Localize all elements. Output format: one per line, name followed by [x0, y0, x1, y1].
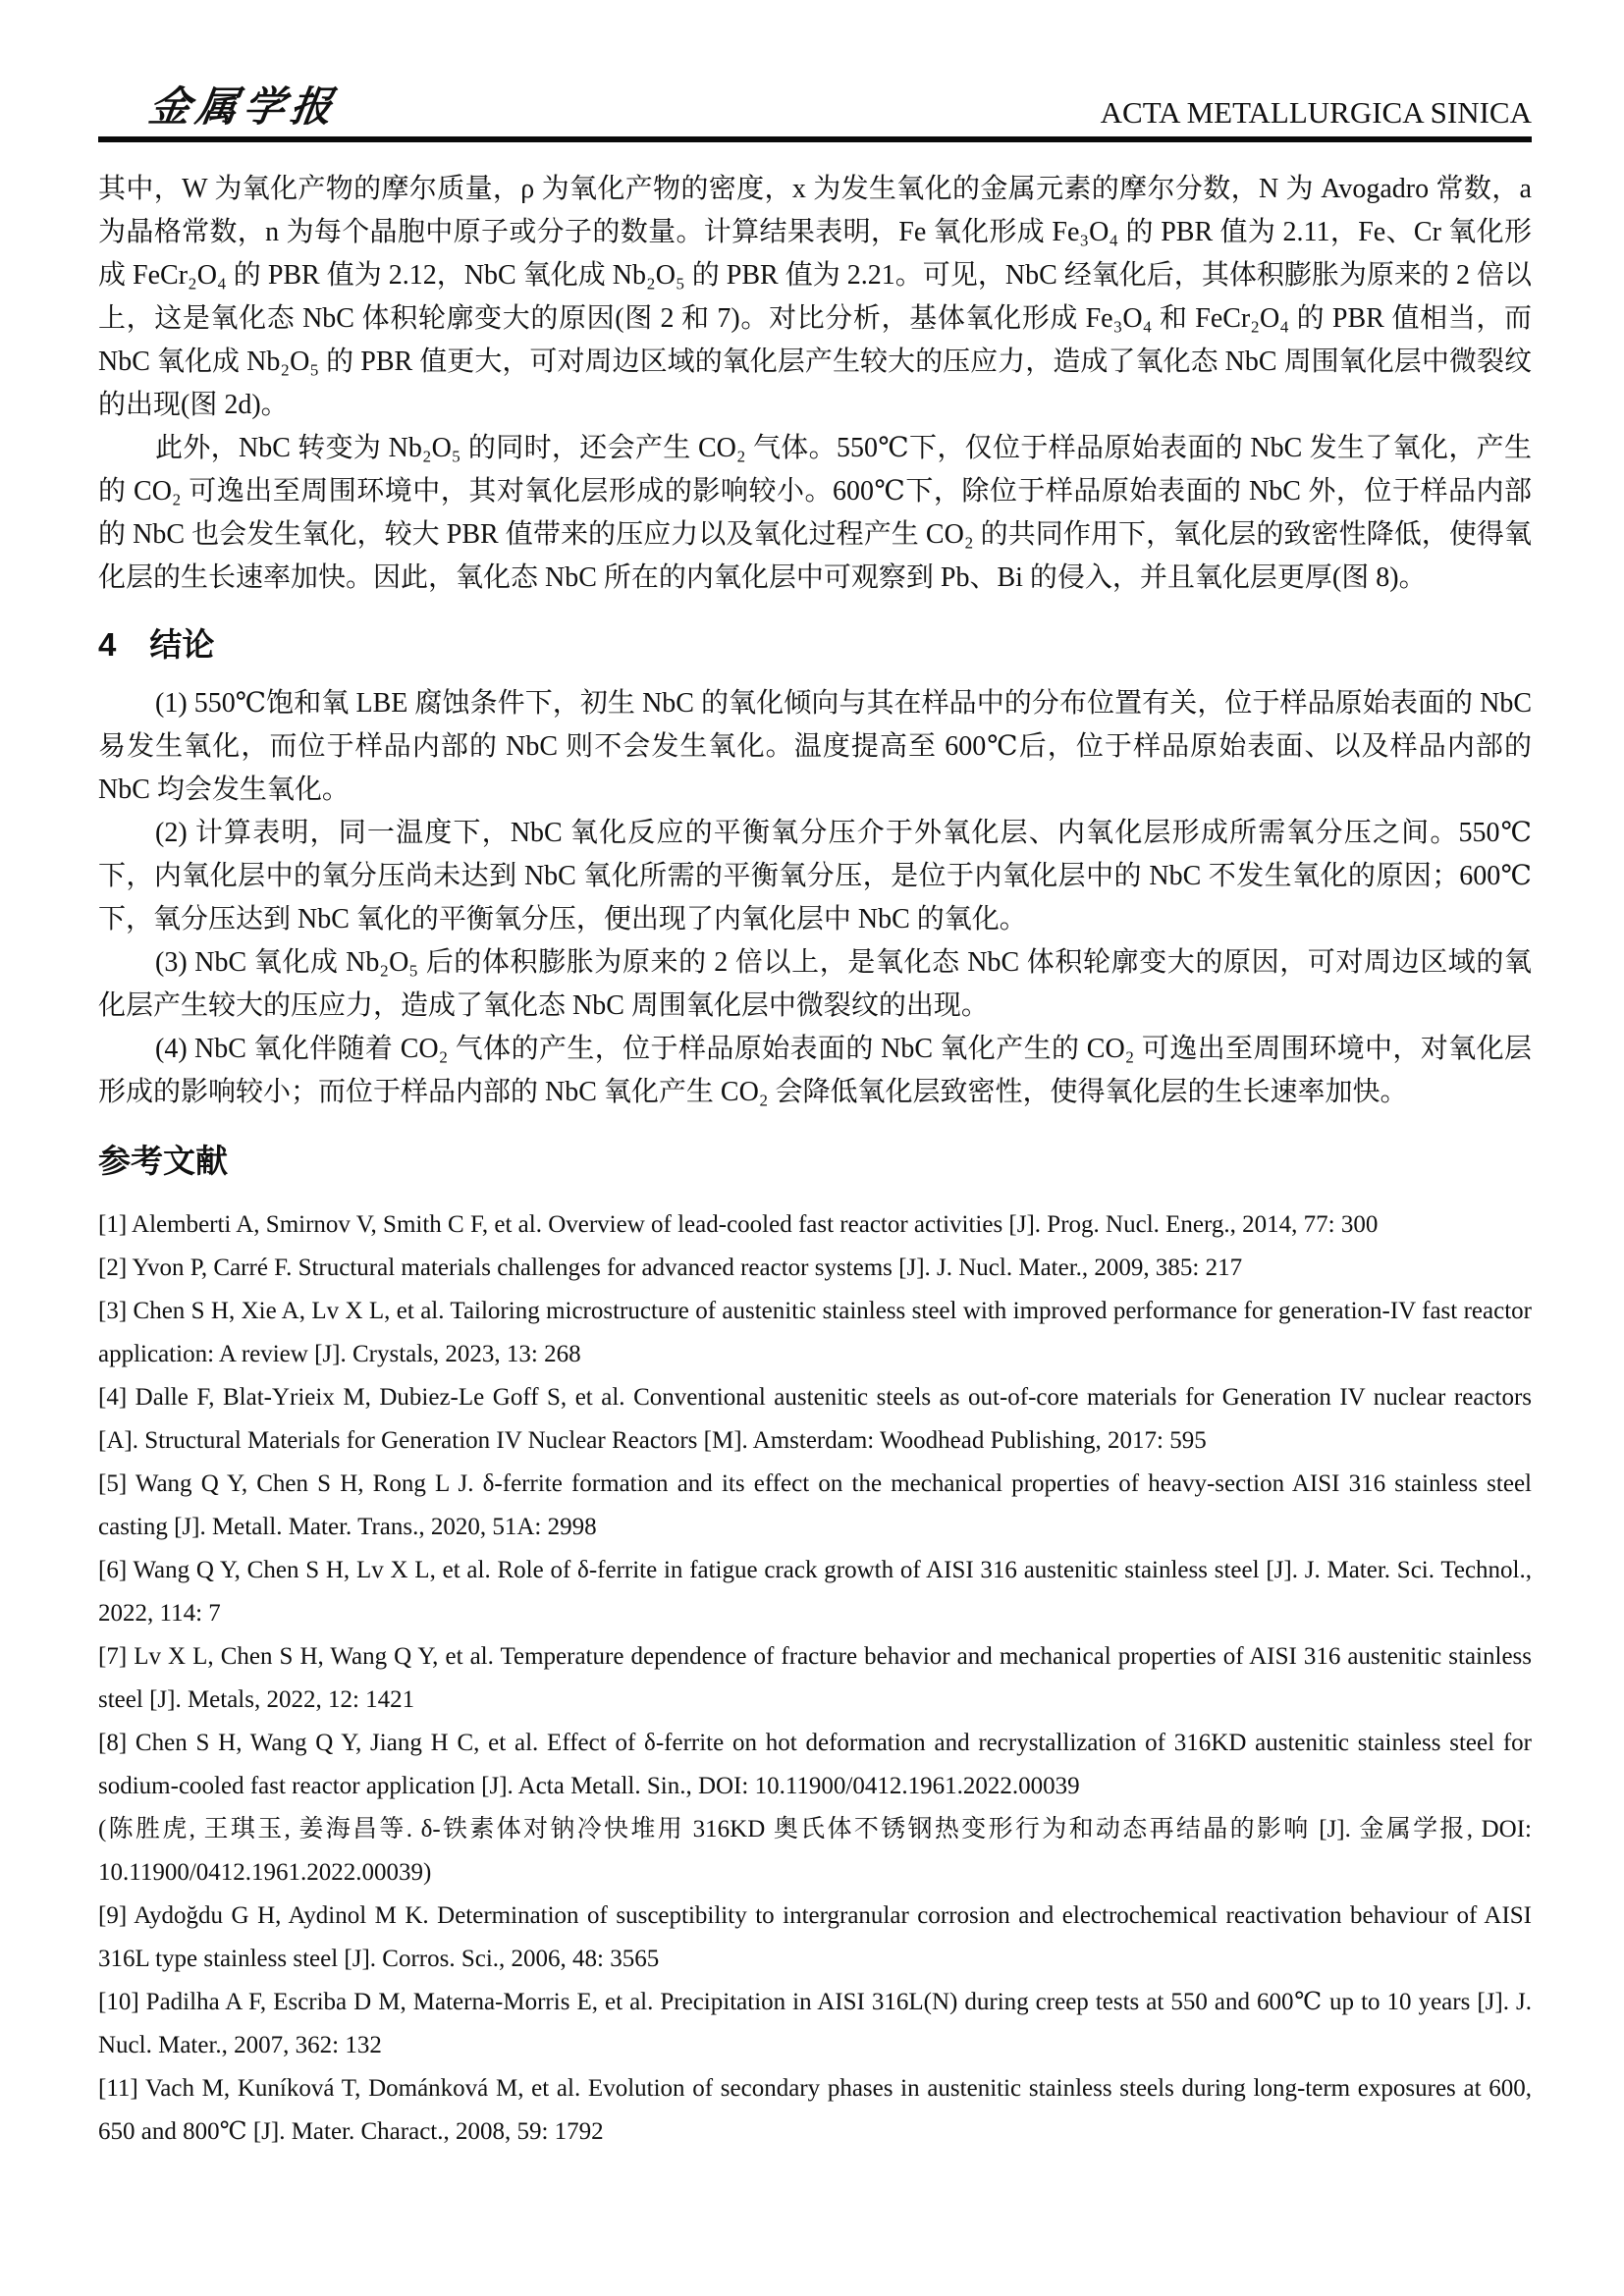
- journal-header: [98, 71, 1532, 131]
- reference-entry: [2] Yvon P, Carré F. Structural materials challenges for advanced reactor systems [J]. J. Nucl. Mater., 2009, 385: 217: [98, 1254, 1243, 1281]
- body-paragraph-1: 其中，W 为氧化产物的摩尔质量，ρ 为氧化产物的密度，x 为发生氧化的金属元素的摩尔分数，N 为 Avogadro 常数，a 为晶格常数，n 为每个晶胞中原子或分子的数量。计算结果表明，Fe 氧化形成 Fe₃O₄ 的 PBR 值为 2.11，Fe、Cr 氧化形成 FeCr₂O₄ 的 PBR 值为 2.12，NbC 氧化成 Nb₂O₅ 的 PBR 值为 2.21。可见，NbC 经氧化后，其体积膨胀为原来的 2 倍以上，这是氧化态 NbC 体积轮廓变大的原因(图 2 和 7)。对比分析，基体氧化形成 Fe₃O₄ 和 FeCr₂O₄ 的 PBR 值相当，而 NbC 氧化成 Nb₂O₅ 的 PBR 值更大，可对周边区域的氧化层产生较大的压应力，造成了氧化态 NbC 周围氧化层中微裂纹的出现(图 2d)。: [98, 174, 1532, 420]
- section-title: 结论: [149, 626, 215, 663]
- conclusion-item-2: (2) 计算表明，同一温度下，NbC 氧化反应的平衡氧分压介于外氧化层、内氧化层形成所需氧分压之间。550℃下，内氧化层中的氧分压尚未达到 NbC 氧化所需的平衡氧分压，是位于内氧化层中的 NbC 不发生氧化的原因；600℃下，氧分压达到 NbC 氧化的平衡氧分压，便出现了内氧化层中 NbC 的氧化。: [98, 818, 1532, 935]
- reference-entry: [11] Vach M, Kuníková T, Dománková M, et al. Evolution of secondary phases in austenitic stainless steels during long-term exposures at 600, 650 and 800℃ [J]. Mater. Charact., 2008, 59: 1792: [98, 2074, 1532, 2145]
- references-list: [98, 1203, 1532, 2154]
- reference-entry-chinese-translation: (陈胜虎, 王琪玉, 姜海昌等. δ-铁素体对钠冷快堆用 316KD 奥氏体不锈钢热变形行为和动态再结晶的影响 [J]. 金属学报, DOI: 10.11900/0412.1961.2022.00039): [98, 1815, 1532, 1886]
- article-body: [98, 142, 1532, 2154]
- references-heading: 参考文献: [98, 1143, 228, 1180]
- conclusion-item-1: (1) 550℃饱和氧 LBE 腐蚀条件下，初生 NbC 的氧化倾向与其在样品中的分布位置有关，位于样品原始表面的 NbC 易发生氧化，而位于样品内部的 NbC 则不会发生氧化。温度提高至 600℃后，位于样品原始表面、以及样品内部的 NbC 均会发生氧化。: [98, 688, 1532, 806]
- reference-entry: [7] Lv X L, Chen S H, Wang Q Y, et al. Temperature dependence of fracture behavior and mechanical properties of AISI 316 austenitic stainless steel [J]. Metals, 2022, 12: 1421: [98, 1642, 1532, 1713]
- reference-entry: [10] Padilha A F, Escriba D M, Materna-Morris E, et al. Precipitation in AISI 316L(N) during creep tests at 550 and 600℃ up to 10 years [J]. J. Nucl. Mater., 2007, 362: 132: [98, 1988, 1532, 2058]
- reference-entry: [3] Chen S H, Xie A, Lv X L, et al. Tailoring microstructure of austenitic stainless steel with improved performance for generation-IV fast reactor application: A review [J]. Crystals, 2023, 13: 268: [98, 1297, 1532, 1367]
- reference-entry: [9] Aydoğdu G H, Aydinol M K. Determination of susceptibility to intergranular corrosion and electrochemical reactivation behaviour of AISI 316L type stainless steel [J]. Corros. Sci., 2006, 48: 3565: [98, 1901, 1532, 1972]
- body-paragraph-2: 此外，NbC 转变为 Nb₂O₅ 的同时，还会产生 CO₂ 气体。550℃下，仅位于样品原始表面的 NbC 发生了氧化，产生的 CO₂ 可逸出至周围环境中，其对氧化层形成的影响较小。600℃下，除位于样品原始表面的 NbC 外，位于样品内部的 NbC 也会发生氧化，较大 PBR 值带来的压应力以及氧化过程产生 CO₂ 的共同作用下，氧化层的致密性降低，使得氧化层的生长速率加快。因此，氧化态 NbC 所在的内氧化层中可观察到 Pb、Bi 的侵入，并且氧化层更厚(图 8)。: [98, 433, 1532, 593]
- journal-logo: 金属学报: [145, 82, 342, 131]
- conclusion-item-3: (3) NbC 氧化成 Nb₂O₅ 后的体积膨胀为原来的 2 倍以上，是氧化态 NbC 体积轮廓变大的原因，可对周边区域的氧化层产生较大的压应力，造成了氧化态 NbC 周围氧化层中微裂纹的出现。: [98, 947, 1532, 1022]
- reference-entry: [4] Dalle F, Blat-Yrieix M, Dubiez-Le Goff S, et al. Conventional austenitic steels as out-of-core materials for Generation IV nuclear reactors [A]. Structural Materials for Generation IV Nuclear Reactors [M]. Amsterdam: Woodhead Publishing, 2017: 595: [98, 1383, 1532, 1454]
- conclusion-item-4: (4) NbC 氧化伴随着 CO₂ 气体的产生，位于样品原始表面的 NbC 氧化产生的 CO₂ 可逸出至周围环境中，对氧化层形成的影响较小；而位于样品内部的 NbC 氧化产生 CO₂ 会降低氧化层致密性，使得氧化层的生长速率加快。: [98, 1034, 1532, 1108]
- reference-entry: [6] Wang Q Y, Chen S H, Lv X L, et al. Role of δ-ferrite in fatigue crack growth of AISI 316 austenitic stainless steel [J]. J. Mater. Sci. Technol., 2022, 114: 7: [98, 1556, 1532, 1627]
- section-number: 4: [98, 626, 117, 663]
- reference-entry: [1] Alemberti A, Smirnov V, Smith C F, et al. Overview of lead-cooled fast reactor activities [J]. Prog. Nucl. Energ., 2014, 77: 300: [98, 1210, 1379, 1238]
- reference-entry: [8] Chen S H, Wang Q Y, Jiang H C, et al. Effect of δ-ferrite on hot deformation and recrystallization of 316KD austenitic stainless steel for sodium-cooled fast reactor application [J]. Acta Metall. Sin., DOI: 10.11900/0412.1961.2022.00039: [98, 1729, 1532, 1799]
- journal-name-english: ACTA METALLURGICA SINICA: [1100, 95, 1532, 130]
- reference-entry: [5] Wang Q Y, Chen S H, Rong L J. δ-ferrite formation and its effect on the mechanical properties of heavy-section AISI 316 stainless steel casting [J]. Metall. Mater. Trans., 2020, 51A: 2998: [98, 1469, 1532, 1540]
- section-heading-conclusion: [98, 627, 1532, 663]
